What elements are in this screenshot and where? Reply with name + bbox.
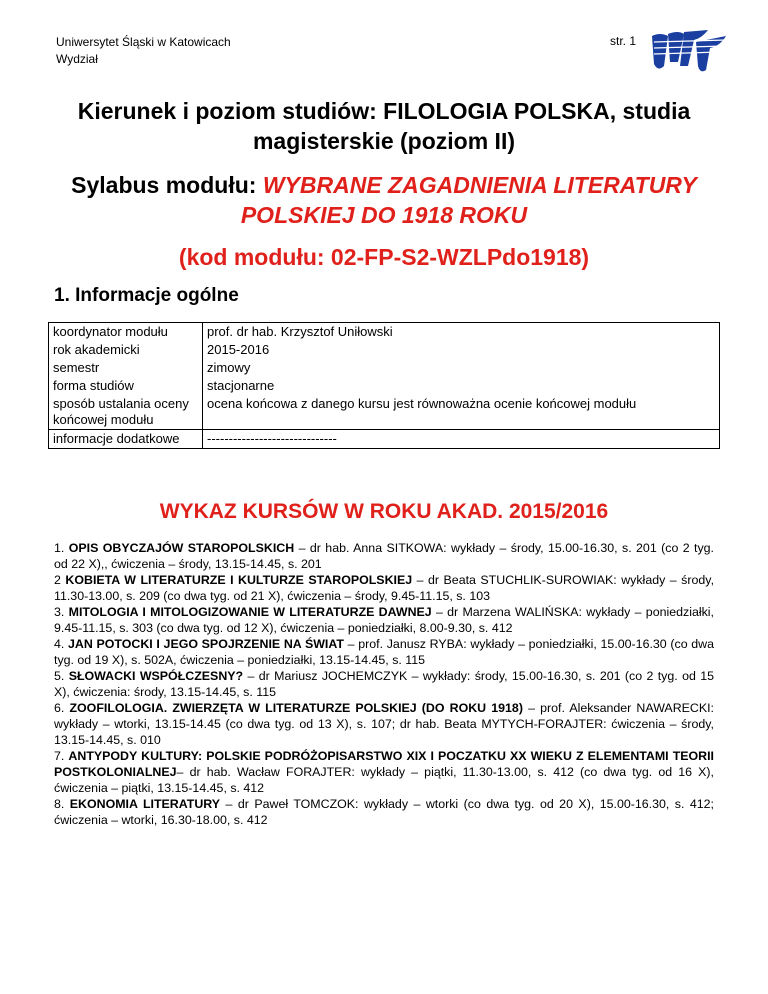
course-number: 1. [54, 541, 69, 555]
course-name: SŁOWACKI WSPÓŁCZESNY? [68, 669, 244, 683]
course-details: – dr Paweł TOMCZOK: wykłady – wtorki (co dwa tyg. od 20 X), 15.00-16.30, s. 412; ćwiczenia – wtorki, 16.30-18.00, s. 412 [54, 797, 714, 827]
info-key: koordynator modułu [49, 323, 203, 342]
table-row [49, 341, 720, 359]
info-key: forma studiów [49, 377, 203, 395]
course-name: KOBIETA W LITERATURZE I KULTURZE STAROPOLSKIEJ [65, 573, 413, 587]
general-info-heading: 1. Informacje ogólne [54, 285, 239, 306]
course-number: 7. [54, 749, 69, 763]
info-value: ------------------------------ [203, 430, 720, 449]
page-number: str. 1 [610, 34, 637, 48]
general-info-table [48, 322, 720, 449]
course-name: ZOOFILOLOGIA. ZWIERZĘTA W LITERATURZE POLSKIEJ (DO ROKU 1918) [69, 701, 523, 715]
list-item [54, 668, 714, 700]
course-name: EKONOMIA LITERATURY [69, 797, 221, 811]
list-item [54, 604, 714, 636]
table-row [49, 377, 720, 395]
course-details: – dr Mariusz JOCHEMCZYK – wykłady: środy, 15.00-16.30, s. 201 (co 2 tyg. od 15 X), ćwiczenia: środy, 13.15-14.45, s. 115 [54, 669, 715, 699]
list-item [54, 636, 714, 668]
courses-heading: WYKAZ KURSÓW W ROKU AKAD. 2015/2016 [159, 500, 609, 523]
module-code: (kod modułu: 02-FP-S2-WZLPdo1918) [178, 244, 590, 270]
course-name: MITOLOGIA I MITOLOGIZOWANIE W LITERATURZE DAWNEJ [68, 605, 432, 619]
course-list [54, 540, 714, 828]
list-item [54, 572, 714, 604]
university-logo-icon [650, 26, 730, 78]
info-value: 2015-2016 [203, 341, 720, 359]
list-item [54, 700, 714, 748]
info-key: informacje dodatkowe [49, 430, 203, 449]
page-header [56, 34, 231, 68]
table-row [49, 395, 720, 430]
course-details: – dr hab. Anna SITKOWA: wykłady – środy, 15.00-16.30, s. 201 (co 2 tyg. od 22 X),, ćwiczenia – środy, 13.15-14.45, s. 201 [54, 541, 715, 571]
course-number: 2 [54, 573, 66, 587]
course-number: 4. [54, 637, 69, 651]
faculty-name: Wydział [56, 52, 98, 66]
course-details: – prof. Janusz RYBA: wykłady – poniedziałki, 15.00-16.30 (co dwa tyg. od 19 X), s. 502A, ćwiczenia – poniedziałki, 13.15-14.45, s. 115 [54, 637, 715, 667]
module-name: WYBRANE ZAGADNIENIA LITERATURY POLSKIEJ DO 1918 ROKU [240, 172, 697, 228]
info-value: ocena końcowa z danego kursu jest równoważna ocenie końcowej modułu [203, 395, 720, 430]
course-number: 3. [54, 605, 69, 619]
course-details: – dr Beata STUCHLIK-SUROWIAK: wykłady – środy, 11.30-13.00, s. 209 (co dwa tyg. od 21 X), ćwiczenia – środy, 9.45-11.15, s. 103 [54, 573, 715, 603]
university-name: Uniwersytet Śląski w Katowicach [56, 35, 231, 49]
course-name: OPIS OBYCZAJÓW STAROPOLSKICH [68, 541, 295, 555]
course-number: 5. [54, 669, 69, 683]
course-details: – prof. Aleksander NAWARECKI: wykłady – wtorki, 13.15-14.45 (co dwa tyg. od 13 X), s. 107; dr hab. Beata MYTYCH-FORAJTER: ćwiczenia – środy, 13.15-14.45, s. 010 [54, 701, 714, 747]
course-name: ANTYPODY KULTURY: POLSKIE PODRÓŻOPISARSTWO XIX I POCZATKU XX WIEKU Z ELEMENTAMI TEORII POSTKOLONIALNEJ [54, 749, 715, 779]
course-details: – dr hab. Wacław FORAJTER: wykłady – piątki, 11.30-13.00, s. 412 (co dwa tyg. od 16 X), ćwiczenia – piątki, 13.15-14.45, s. 412 [54, 765, 714, 795]
page-title: Kierunek i poziom studiów: FILOLOGIA POLSKA, studia magisterskie (poziom II) [77, 98, 691, 154]
info-key: sposób ustalania oceny końcowej modułu [49, 395, 203, 430]
syllabus-prefix: Sylabus modułu: [71, 172, 263, 198]
course-details: – dr Marzena WALIŃSKA: wykłady – poniedziałki, 9.45-11.15, s. 303 (co dwa tyg. od 12 X), ćwiczenia – poniedziałki, 8.00-9.30, s. 412 [54, 605, 714, 635]
info-key: semestr [49, 359, 203, 377]
list-item [54, 540, 714, 572]
course-number: 8. [54, 797, 70, 811]
table-row [49, 359, 720, 377]
course-name: JAN POTOCKI I JEGO SPOJRZENIE NA ŚWIAT [68, 637, 344, 651]
table-row [49, 323, 720, 342]
table-row [49, 430, 720, 449]
info-value: prof. dr hab. Krzysztof Uniłowski [203, 323, 720, 342]
course-number: 6. [54, 701, 70, 715]
info-key: rok akademicki [49, 341, 203, 359]
syllabus-heading [60, 170, 708, 230]
info-value: stacjonarne [203, 377, 720, 395]
list-item [54, 796, 714, 828]
list-item [54, 748, 714, 796]
info-value: zimowy [203, 359, 720, 377]
